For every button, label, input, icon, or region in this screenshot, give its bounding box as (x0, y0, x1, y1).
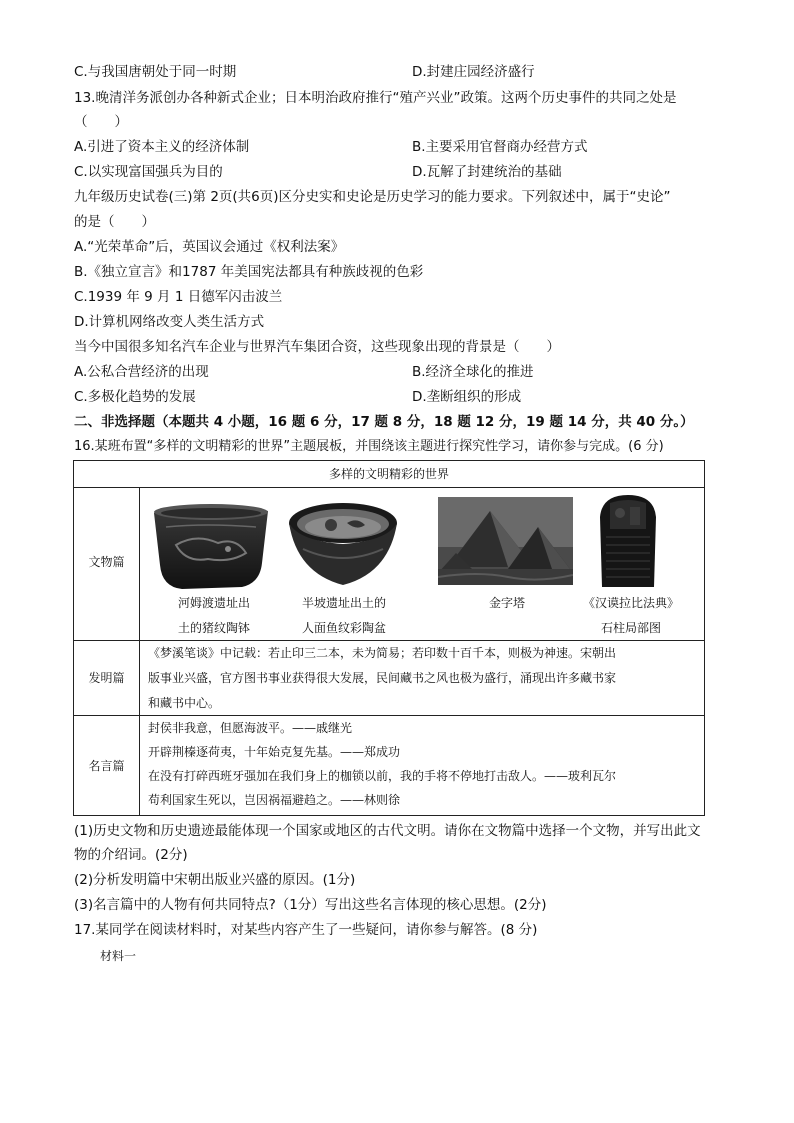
quote-item: 封侯非我意，但愿海波平。——戚继光 (148, 721, 353, 735)
q15-option-d: D.垄断组织的形成 (412, 389, 522, 405)
q14-option-c: C.1939 年 9 月 1 日德军闪击波兰 (74, 289, 283, 305)
quote-item: 苟利国家生死以，岂因祸福避趋之。——林则徐 (148, 793, 401, 807)
table-title: 多样的文明精彩的世界 (74, 461, 704, 488)
section-heading: 二、非选择题（本题共 4 小题，16 题 6 分，17 题 8 分，18 题 12 分，19 题 14 分，共 40 分。） (74, 414, 694, 430)
row-label-invention: 发明篇 (88, 671, 125, 685)
quote-item: 在没有打碎西班牙强加在我们身上的枷锁以前，我的手将不停地打击敌人。——玻利瓦尔 (148, 769, 617, 783)
row-label-artifacts: 文物篇 (88, 555, 125, 569)
q13-answer-paren: （ ） (74, 114, 128, 130)
q13-option-b: B.主要采用官督商办经营方式 (412, 139, 588, 155)
artifact-caption: 《汉谟拉比法典》 石柱局部图 (582, 596, 679, 635)
exhibit-table (73, 460, 705, 816)
row-label-quotes: 名言篇 (88, 759, 125, 773)
q16-sub1-cont: 物的介绍词。(2分) (74, 847, 188, 863)
artifact-caption: 金字塔 (488, 596, 525, 610)
material-label: 材料一 (100, 949, 137, 963)
q14-stem-cont: 的是（ ） (74, 214, 155, 230)
pottery-bowl-image (146, 497, 276, 593)
q14-option-a: A.“光荣革命”后，英国议会通过《权利法案》 (74, 239, 345, 255)
quotes-list (148, 716, 616, 812)
painted-basin-image (287, 497, 399, 593)
q16-sub3: (3)名言篇中的人物有何共同特点?（1分）写出这些名言体现的核心思想。(2分) (74, 897, 547, 913)
artifact-caption: 半坡遗址出土的 人面鱼纹彩陶盆 (301, 596, 386, 635)
q14-option-b: B.《独立宣言》和1787 年美国宪法都具有种族歧视的色彩 (74, 264, 424, 280)
q17-stem: 17.某同学在阅读材料时，对某些内容产生了一些疑问，请你参与解答。(8 分) (74, 922, 538, 938)
q12-option-c: C.与我国唐朝处于同一时期 D.封建庄园经济盛行 (74, 64, 535, 80)
quote-item: 开辟荆榛逐荷夷，十年始克复先基。——郑成功 (148, 745, 401, 759)
q15-option-a: A.公私合营经济的出现 B.经济全球化的推进 (74, 364, 534, 380)
q16-stem: 16.某班布置“多样的文明精彩的世界”主题展板，并围绕该主题进行探究性学习，请你参与完成。(6 分) (74, 439, 664, 454)
q15-stem: 当今中国很多知名汽车企业与世界汽车集团合资，这些现象出现的背景是（ ） (74, 339, 560, 355)
artifact-caption: 河姆渡遗址出 土的猪纹陶钵 (177, 596, 250, 635)
q15-option-b: B.经济全球化的推进 (412, 364, 534, 380)
q12-option-d: D.封建庄园经济盛行 (412, 64, 535, 80)
q13-option-d: D.瓦解了封建统治的基础 (412, 164, 562, 180)
table-divider (139, 487, 140, 815)
q13-option-a: A.引进了资本主义的经济体制 B.主要采用官督商办经营方式 (74, 139, 588, 155)
q13-option-c: C.以实现富国强兵为目的 D.瓦解了封建统治的基础 (74, 164, 562, 180)
q15-option-c: C.多极化趋势的发展 D.垄断组织的形成 (74, 389, 522, 405)
q13-stem: 13.晚清洋务派创办各种新式企业；日本明治政府推行“殖产兴业”政策。这两个历史事件的共同之处是 (74, 90, 677, 106)
q16-sub2: (2)分析发明篇中宋朝出版业兴盛的原因。(1分) (74, 872, 356, 888)
q14-stem: 九年级历史试卷(三)第 2页(共6页)区分史实和史论是历史学习的能力要求。下列叙述中，属于“史论” (74, 189, 671, 205)
q14-option-d: D.计算机网络改变人类生活方式 (74, 314, 265, 330)
q16-sub1: (1)历史文物和历史遗迹最能体现一个国家或地区的古代文明。请你在文物篇中选择一个文物，并写出此文 (74, 823, 701, 839)
pyramids-image (438, 497, 573, 585)
invention-text: 《梦溪笔谈》中记载：若止印三二本，未为简易；若印数十百千本，则极为神速。宋朝出 版事业兴盛，官方图书事业获得很大发展，民间藏书之风也极为盛行，涌现出许多藏书家 和藏书中心。 (148, 646, 617, 710)
hammurabi-stele-image (592, 493, 664, 589)
